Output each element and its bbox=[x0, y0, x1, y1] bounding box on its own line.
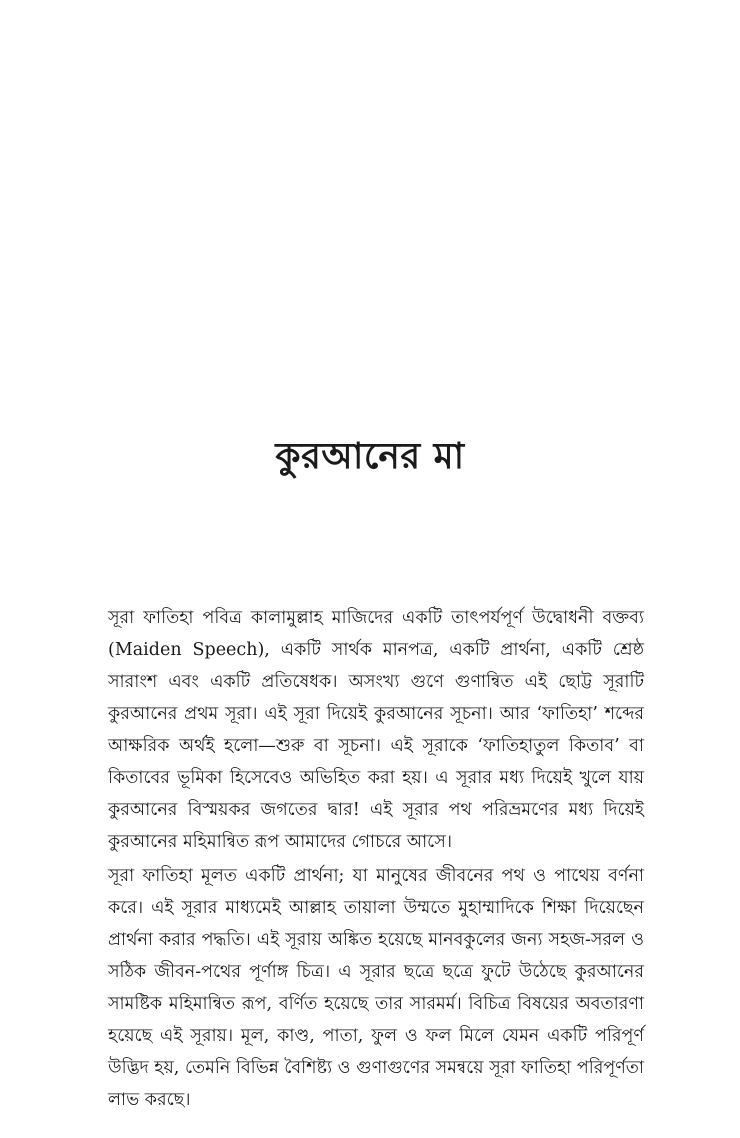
paragraph-intro: সূরা ফাতিহা পবিত্র কালামুল্লাহ মাজিদের একটি তাৎপর্যপূর্ণ উদ্বোধনী বক্তব্য (Maiden Speech), একটি সার্থক মানপত্র, একটি প্রার্থনা, একটি শ্রেষ্ঠ সারাংশ এবং একটি প্রতিষেধক। অসংখ্য গুণে গুণান্বিত এই ছোট্ট সূরাটি কুরআনের প্রথম সূরা। এই সূরা দিয়েই কুরআনের সূচনা। আর ‘ফাতিহা’ শব্দের আক্ষরিক অর্থই হলো—শুরু বা সূচনা। এই সূরাকে ‘ফাতিহাতুল কিতাব’ বা কিতাবের ভূমিকা হিসেবেও অভিহিত করা হয়। এ সূরার মধ্য দিয়েই খুলে যায় কুরআনের বিস্ময়কর জগতের দ্বার! এই সূরার পথ পরিভ্রমণের মধ্য দিয়েই কুরআনের মহিমান্বিত রূপ আমাদের গোচরে আসে। bbox=[108, 608, 644, 852]
paragraph-prayer: সূরা ফাতিহা মূলত একটি প্রার্থনা; যা মানুষের জীবনের পথ ও পাথেয় বর্ণনা করে। এই সূরার মাধ্যমেই আল্লাহ তায়ালা উম্মতে মুহাম্মাদিকে শিক্ষা দিয়েছেন প্রার্থনা করার পদ্ধতি। এই সূরায় অঙ্কিত হয়েছে মানবকুলের জন্য সহজ-সরল ও সঠিক জীবন-পথের পূর্ণাঙ্গ চিত্র। এ সূরার ছত্রে ছত্রে ফুটে উঠেছে কুরআনের সামষ্টিক মহিমান্বিত রূপ, বর্ণিত হয়েছে তার সারমর্ম। বিচিত্র বিষয়ের অবতারণা হয়েছে এই সূরায়। মূল, কাণ্ড, পাতা, ফুল ও ফল মিলে যেমন একটি পরিপূর্ণ উদ্ভিদ হয়, তেমনি বিভিন্ন বৈশিষ্ট্য ও গুণাগুণের সমন্বয়ে সূরা ফাতিহা পরিপূর্ণতা লাভ করছে। bbox=[108, 866, 644, 1110]
chapter-title: কুরআনের মা bbox=[275, 435, 465, 477]
